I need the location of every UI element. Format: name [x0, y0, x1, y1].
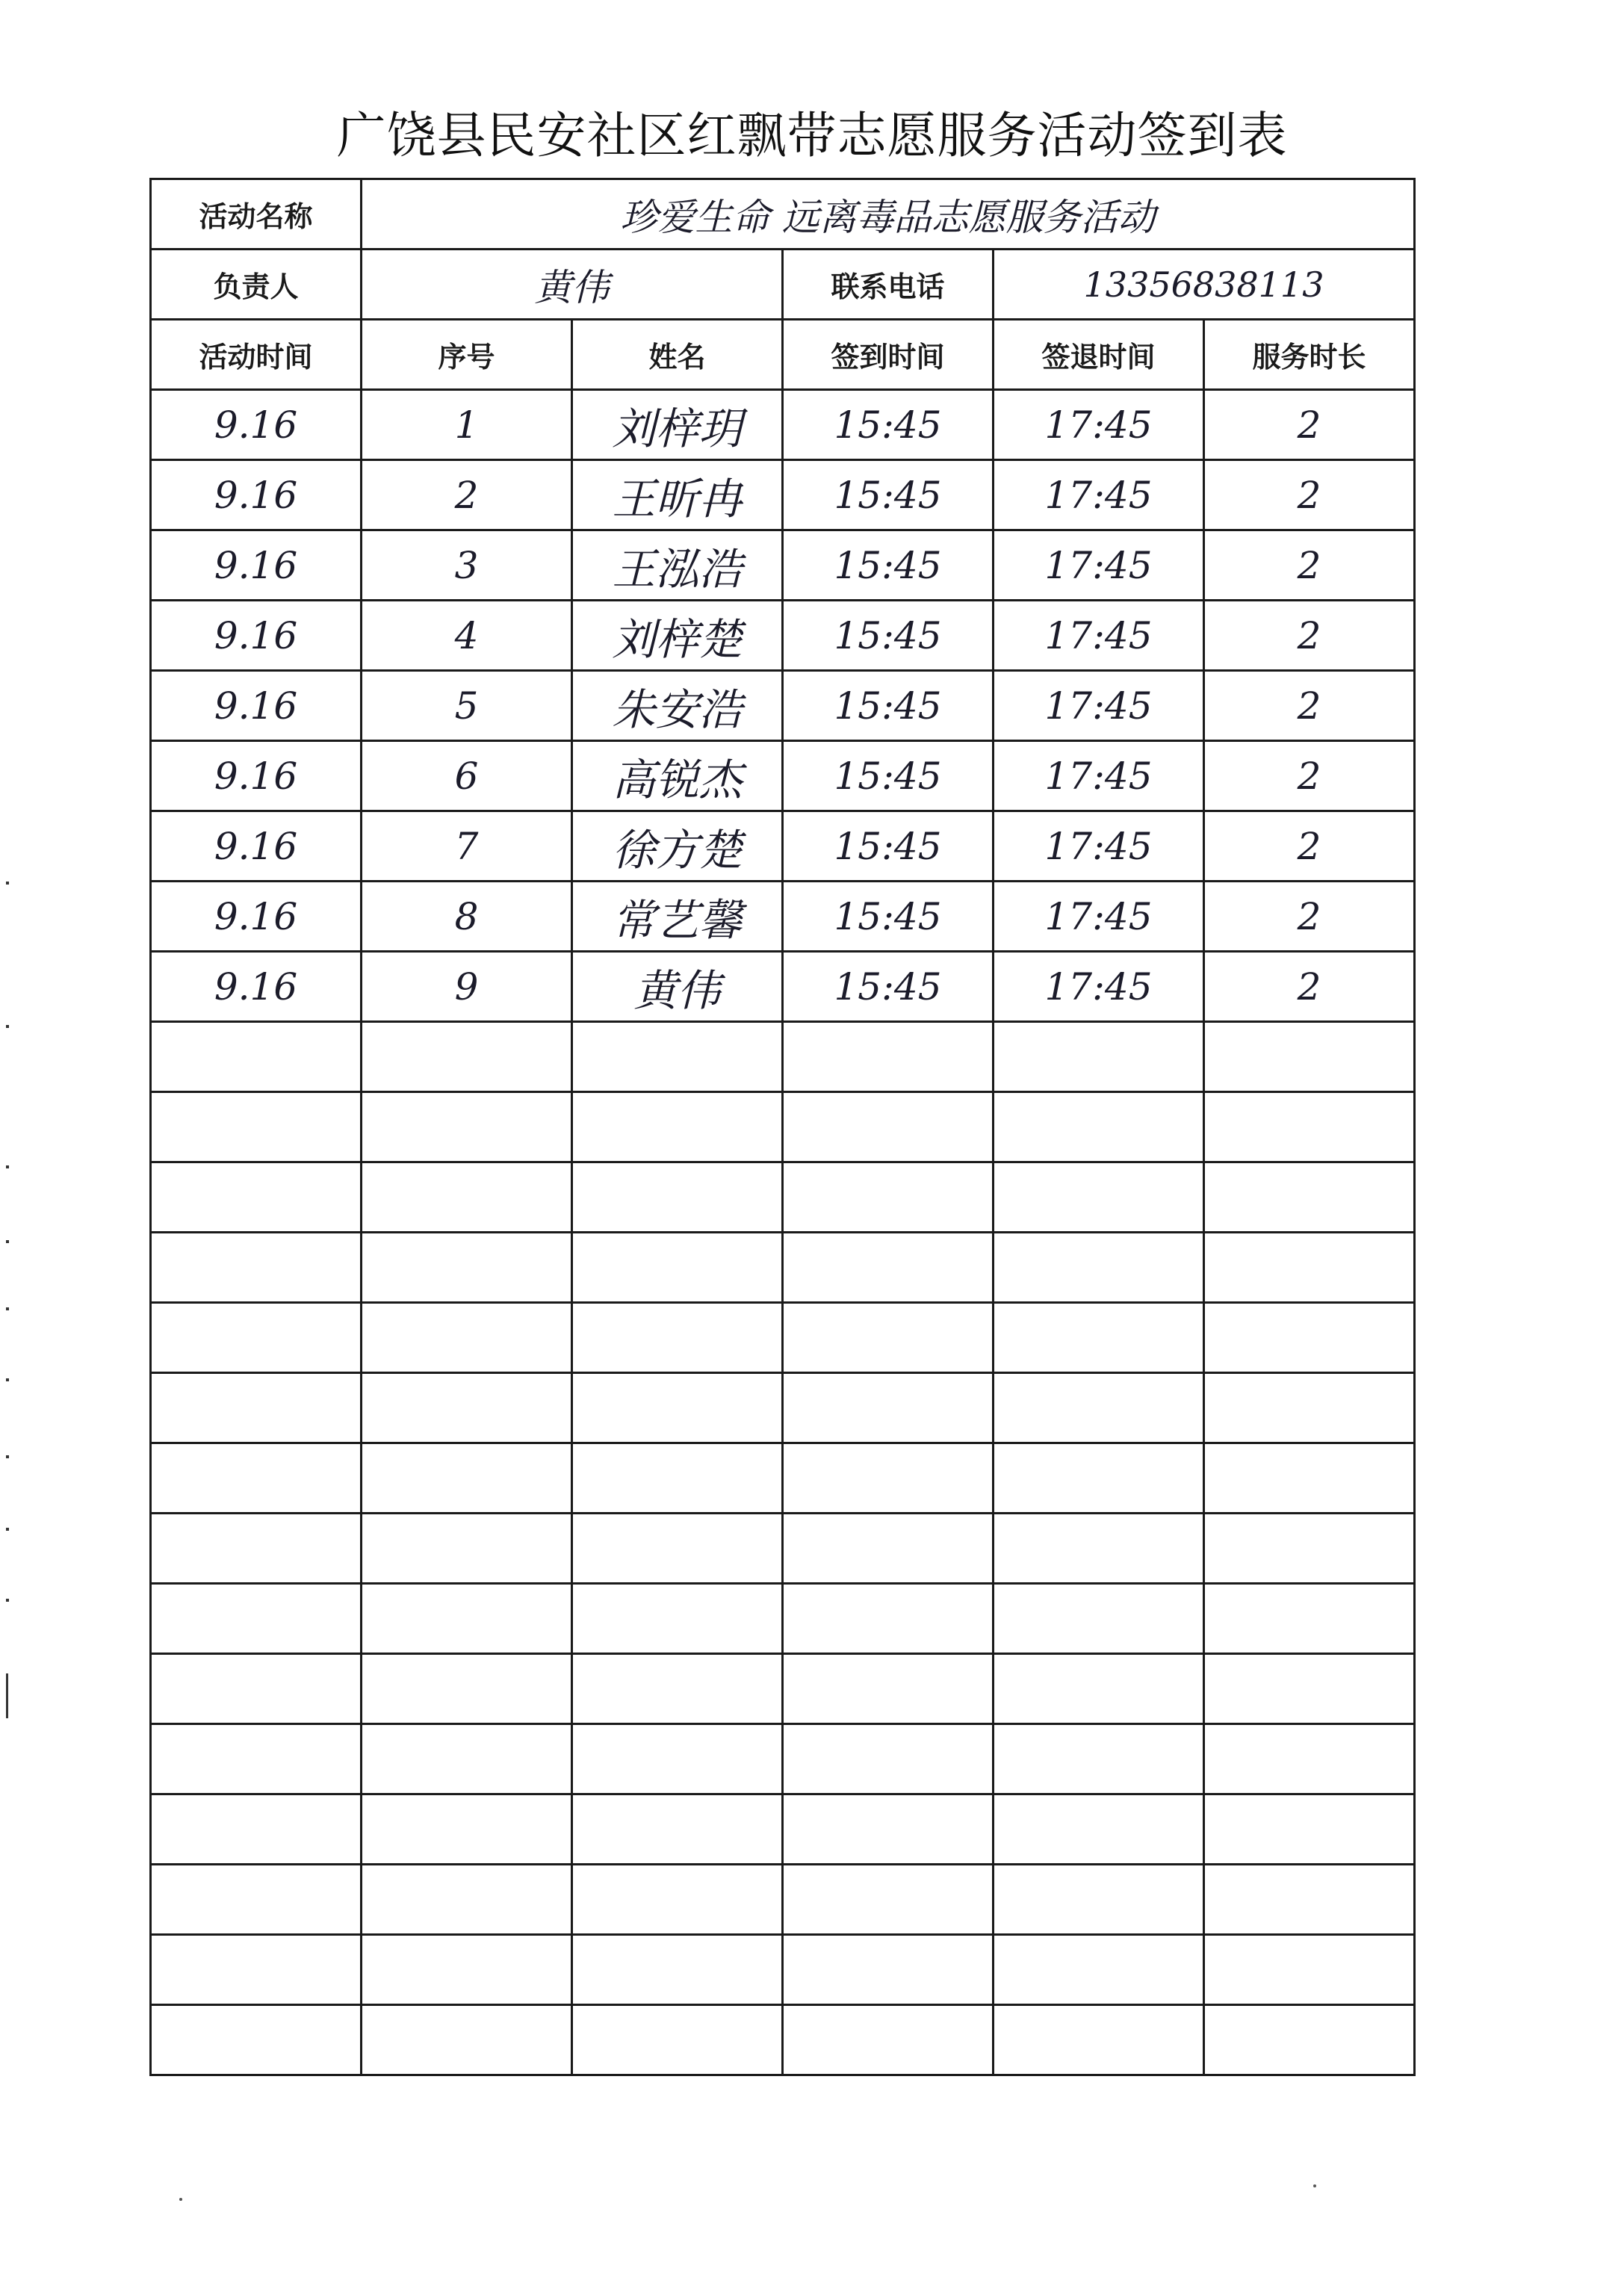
cell-sign-out: 17:45: [994, 530, 1204, 601]
cell-no: [362, 1514, 572, 1584]
cell-no: 2: [362, 460, 572, 530]
cell-sign-out: [994, 1514, 1204, 1584]
table-row: [151, 1865, 1415, 1935]
sign-in-table: [149, 178, 1416, 2076]
scan-mark: [6, 1673, 8, 1718]
table-row: [151, 390, 1415, 460]
cell-name: [572, 1654, 783, 1724]
cell-hours: [1204, 1443, 1415, 1514]
cell-sign-out: 17:45: [994, 601, 1204, 671]
cell-sign-in: [783, 1303, 994, 1373]
cell-date: [151, 1092, 362, 1162]
cell-sign-out: 17:45: [994, 390, 1204, 460]
table-row: [151, 1092, 1415, 1162]
cell-sign-out: [994, 1935, 1204, 2005]
cell-name: 王昕冉: [572, 460, 783, 530]
cell-hours: 2: [1204, 460, 1415, 530]
cell-hours: 2: [1204, 671, 1415, 741]
table-row: [151, 1373, 1415, 1443]
cell-hours: 2: [1204, 601, 1415, 671]
table-row: [151, 952, 1415, 1022]
cell-sign-in: [783, 1022, 994, 1092]
cell-date: [151, 1443, 362, 1514]
column-header-row: [151, 320, 1415, 390]
cell-sign-in: [783, 1935, 994, 2005]
cell-sign-in: [783, 1233, 994, 1303]
cell-sign-out: [994, 1022, 1204, 1092]
scan-mark: [6, 1378, 9, 1381]
cell-hours: 2: [1204, 882, 1415, 952]
cell-date: 9.16: [151, 601, 362, 671]
cell-name: [572, 1514, 783, 1584]
cell-date: [151, 1162, 362, 1233]
cell-name: [572, 1935, 783, 2005]
cell-name: [572, 1724, 783, 1794]
cell-date: [151, 1935, 362, 2005]
cell-no: 1: [362, 390, 572, 460]
cell-no: 3: [362, 530, 572, 601]
table-row: [151, 1584, 1415, 1654]
leader-row: [151, 250, 1415, 320]
cell-hours: [1204, 1794, 1415, 1865]
column-header-sign-in: 签到时间: [783, 320, 994, 390]
cell-no: 4: [362, 601, 572, 671]
cell-name: [572, 1865, 783, 1935]
cell-no: 9: [362, 952, 572, 1022]
cell-no: [362, 1022, 572, 1092]
table-row: [151, 1443, 1415, 1514]
phone-label: 联系电话: [783, 250, 994, 320]
cell-sign-out: [994, 1654, 1204, 1724]
cell-sign-out: 17:45: [994, 882, 1204, 952]
cell-date: 9.16: [151, 671, 362, 741]
cell-no: [362, 1654, 572, 1724]
cell-hours: [1204, 2005, 1415, 2075]
cell-sign-in: [783, 1092, 994, 1162]
scan-mark: [6, 1165, 9, 1168]
scan-mark: [6, 1455, 9, 1458]
cell-date: [151, 1724, 362, 1794]
cell-sign-in: [783, 1373, 994, 1443]
cell-sign-out: [994, 1303, 1204, 1373]
cell-sign-out: [994, 1724, 1204, 1794]
cell-hours: [1204, 1514, 1415, 1584]
cell-sign-in: [783, 1514, 994, 1584]
cell-name: 刘梓玥: [572, 390, 783, 460]
table-row: [151, 811, 1415, 882]
table-row: [151, 1162, 1415, 1233]
cell-hours: [1204, 1935, 1415, 2005]
cell-no: 6: [362, 741, 572, 811]
cell-hours: 2: [1204, 811, 1415, 882]
leader-label: 负责人: [151, 250, 362, 320]
table-row: [151, 741, 1415, 811]
table-row: [151, 2005, 1415, 2075]
cell-sign-out: 17:45: [994, 741, 1204, 811]
cell-sign-out: [994, 1584, 1204, 1654]
cell-date: [151, 1514, 362, 1584]
cell-sign-out: 17:45: [994, 952, 1204, 1022]
cell-hours: 2: [1204, 390, 1415, 460]
cell-name: [572, 1443, 783, 1514]
table-row: [151, 1794, 1415, 1865]
cell-date: 9.16: [151, 390, 362, 460]
cell-name: 王泓浩: [572, 530, 783, 601]
cell-sign-out: [994, 1373, 1204, 1443]
cell-no: [362, 1865, 572, 1935]
cell-no: 8: [362, 882, 572, 952]
table-row: [151, 1303, 1415, 1373]
cell-hours: [1204, 1303, 1415, 1373]
cell-sign-out: [994, 1092, 1204, 1162]
table-row: [151, 882, 1415, 952]
cell-hours: [1204, 1584, 1415, 1654]
cell-name: 徐方楚: [572, 811, 783, 882]
cell-date: 9.16: [151, 741, 362, 811]
cell-name: 黄伟: [572, 952, 783, 1022]
cell-name: [572, 1162, 783, 1233]
cell-no: [362, 1935, 572, 2005]
cell-no: [362, 1584, 572, 1654]
scan-mark: [6, 882, 9, 885]
cell-no: [362, 2005, 572, 2075]
cell-date: 9.16: [151, 460, 362, 530]
column-header-name: 姓名: [572, 320, 783, 390]
cell-name: [572, 1794, 783, 1865]
cell-date: [151, 2005, 362, 2075]
table-row: [151, 1233, 1415, 1303]
cell-name: 刘梓楚: [572, 601, 783, 671]
cell-no: [362, 1303, 572, 1373]
table-row: [151, 1654, 1415, 1724]
table-row: [151, 1022, 1415, 1092]
cell-name: [572, 1373, 783, 1443]
cell-date: 9.16: [151, 811, 362, 882]
cell-sign-out: [994, 1865, 1204, 1935]
column-header-sign-out: 签退时间: [994, 320, 1204, 390]
cell-sign-out: [994, 1794, 1204, 1865]
cell-date: 9.16: [151, 530, 362, 601]
cell-sign-in: [783, 1443, 994, 1514]
cell-name: [572, 1233, 783, 1303]
cell-sign-in: 15:45: [783, 671, 994, 741]
cell-date: [151, 1654, 362, 1724]
cell-no: [362, 1373, 572, 1443]
activity-name-label: 活动名称: [151, 179, 362, 250]
cell-sign-out: [994, 2005, 1204, 2075]
cell-date: [151, 1022, 362, 1092]
cell-no: [362, 1092, 572, 1162]
cell-name: 高锐杰: [572, 741, 783, 811]
scan-speck: [179, 2198, 182, 2201]
cell-sign-in: [783, 1865, 994, 1935]
cell-no: [362, 1443, 572, 1514]
table-row: [151, 671, 1415, 741]
cell-name: 朱安浩: [572, 671, 783, 741]
scan-speck: [1313, 2184, 1316, 2187]
cell-hours: [1204, 1092, 1415, 1162]
scan-mark: [6, 1240, 9, 1243]
table-row: [151, 460, 1415, 530]
cell-hours: 2: [1204, 741, 1415, 811]
cell-sign-out: [994, 1233, 1204, 1303]
table-row: [151, 1724, 1415, 1794]
cell-hours: [1204, 1724, 1415, 1794]
cell-sign-in: [783, 1654, 994, 1724]
cell-sign-out: [994, 1443, 1204, 1514]
cell-hours: [1204, 1233, 1415, 1303]
scan-mark: [6, 1025, 9, 1028]
scan-mark: [6, 1599, 9, 1602]
column-header-date: 活动时间: [151, 320, 362, 390]
table-row: [151, 1514, 1415, 1584]
phone-value: 13356838113: [994, 250, 1415, 320]
cell-name: 常艺馨: [572, 882, 783, 952]
cell-no: 5: [362, 671, 572, 741]
table-row: [151, 1935, 1415, 2005]
cell-sign-in: 15:45: [783, 811, 994, 882]
cell-sign-in: 15:45: [783, 882, 994, 952]
cell-sign-out: 17:45: [994, 811, 1204, 882]
column-header-hours: 服务时长: [1204, 320, 1415, 390]
cell-no: [362, 1724, 572, 1794]
column-header-no: 序号: [362, 320, 572, 390]
cell-hours: [1204, 1373, 1415, 1443]
cell-hours: [1204, 1654, 1415, 1724]
cell-sign-out: 17:45: [994, 671, 1204, 741]
activity-name-row: [151, 179, 1415, 250]
cell-name: [572, 1022, 783, 1092]
cell-date: 9.16: [151, 952, 362, 1022]
cell-sign-out: 17:45: [994, 460, 1204, 530]
leader-value: 黄伟: [362, 250, 783, 320]
cell-sign-in: [783, 1794, 994, 1865]
cell-hours: 2: [1204, 952, 1415, 1022]
cell-name: [572, 1092, 783, 1162]
form-title: 广饶县民安社区红飘带志愿服务活动签到表: [336, 107, 1288, 164]
cell-hours: [1204, 1162, 1415, 1233]
activity-name-value: 珍爱生命 远离毒品志愿服务活动: [362, 179, 1415, 250]
cell-date: [151, 1794, 362, 1865]
cell-sign-in: 15:45: [783, 952, 994, 1022]
cell-no: [362, 1162, 572, 1233]
cell-sign-in: 15:45: [783, 460, 994, 530]
cell-hours: [1204, 1865, 1415, 1935]
cell-date: [151, 1303, 362, 1373]
cell-name: [572, 1303, 783, 1373]
cell-sign-in: 15:45: [783, 530, 994, 601]
cell-sign-in: 15:45: [783, 601, 994, 671]
cell-name: [572, 1584, 783, 1654]
cell-hours: 2: [1204, 530, 1415, 601]
cell-sign-in: [783, 1584, 994, 1654]
cell-sign-in: [783, 2005, 994, 2075]
cell-sign-in: 15:45: [783, 390, 994, 460]
cell-sign-out: [994, 1162, 1204, 1233]
table-row: [151, 601, 1415, 671]
cell-no: [362, 1794, 572, 1865]
cell-date: 9.16: [151, 882, 362, 952]
cell-date: [151, 1233, 362, 1303]
cell-date: [151, 1373, 362, 1443]
cell-sign-in: 15:45: [783, 741, 994, 811]
scan-mark: [6, 1307, 9, 1310]
cell-sign-in: [783, 1162, 994, 1233]
cell-no: 7: [362, 811, 572, 882]
cell-date: [151, 1865, 362, 1935]
cell-name: [572, 2005, 783, 2075]
cell-sign-in: [783, 1724, 994, 1794]
cell-hours: [1204, 1022, 1415, 1092]
cell-no: [362, 1233, 572, 1303]
cell-date: [151, 1584, 362, 1654]
scan-mark: [6, 1528, 9, 1531]
table-row: [151, 530, 1415, 601]
